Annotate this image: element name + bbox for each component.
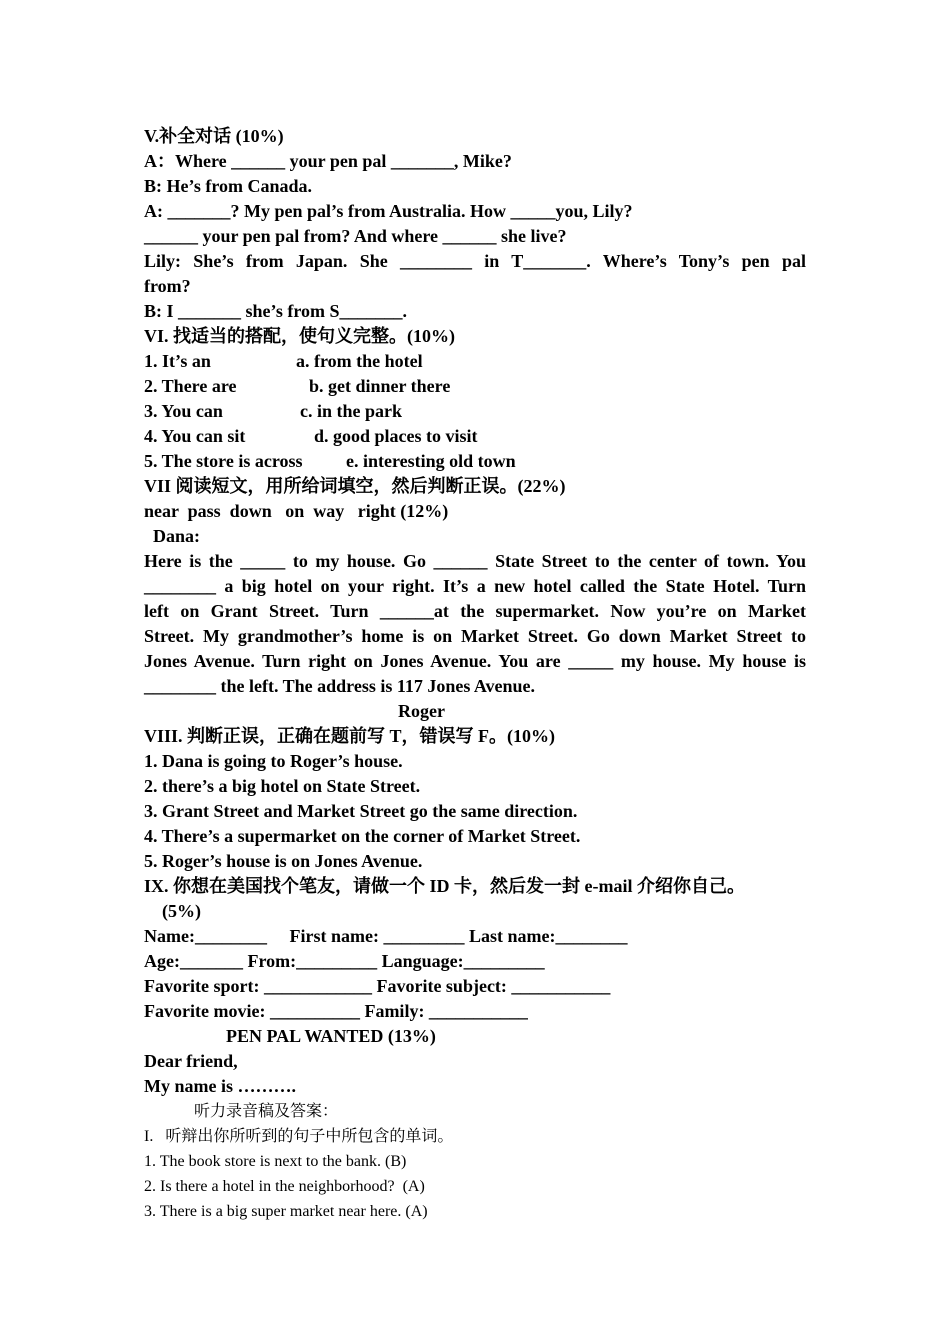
id-card-field: Age:_______ From:_________ Language:_________ — [144, 951, 545, 971]
letter-signature: Roger — [398, 701, 445, 721]
match-right: d. good places to visit — [314, 426, 478, 446]
true-false-item: 5. Roger’s house is on Jones Avenue. — [144, 851, 423, 871]
section-5-heading: V.补全对话 (10%) — [144, 126, 284, 146]
listening-title: 听力录音稿及答案： — [194, 1103, 339, 1120]
section-6-heading: VI. 找适当的搭配，使句义完整。(10%) — [144, 326, 455, 346]
passage-line: ________ a big hotel on your right. It’s a new hotel called the State Hotel. Turn — [144, 576, 806, 596]
passage-line: ________ the left. The address is 117 Jones Avenue. — [144, 676, 536, 696]
dialogue-line: Lily: She’s from Japan. She ________ in T_______. Where’s Tony’s pen pal — [144, 251, 806, 271]
dialogue-line: A：Where ______ your pen pal _______, Mike? — [144, 151, 512, 171]
match-row — [144, 399, 806, 424]
match-left: 3. You can — [144, 401, 223, 421]
match-right: c. in the park — [300, 401, 403, 421]
match-left: 5. The store is across — [144, 451, 303, 471]
section-9-heading-cont: (5%) — [144, 901, 201, 921]
match-left: 4. You can sit — [144, 426, 246, 446]
worksheet-page — [144, 124, 806, 1224]
id-card-field: Name:________ First name: _________ Last name:________ — [144, 926, 628, 946]
match-row — [144, 449, 806, 474]
listening-part-heading: I. 听辩出你所听到的句子中所包含的单词。 — [144, 1128, 454, 1145]
match-row — [144, 374, 806, 399]
match-left: 2. There are — [144, 376, 237, 396]
true-false-item: 2. there’s a big hotel on State Street. — [144, 776, 421, 796]
passage-line: left on Grant Street. Turn ______at the supermarket. Now you’re on Market — [144, 601, 806, 621]
word-bank: near pass down on way right (12%) — [144, 501, 449, 521]
listening-item: 1. The book store is next to the bank. (B) — [144, 1153, 407, 1170]
section-7-heading: VII 阅读短文，用所给词填空，然后判断正误。(22%) — [144, 476, 566, 496]
match-left: 1. It’s an — [144, 351, 211, 371]
true-false-item: 1. Dana is going to Roger’s house. — [144, 751, 403, 771]
true-false-item: 4. There’s a supermarket on the corner of Market Street. — [144, 826, 581, 846]
dialogue-line: ______ your pen pal from? And where ______ she live? — [144, 226, 567, 246]
match-right: e. interesting old town — [346, 451, 516, 471]
section-8-heading: VIII. 判断正误，正确在题前写 T，错误写 F。(10%) — [144, 726, 556, 746]
passage-line: Street. My grandmother’s home is on Market Street. Go down Market Street to — [144, 626, 806, 646]
id-card-field: Favorite sport: ____________ Favorite subject: ___________ — [144, 976, 611, 996]
match-row — [144, 349, 806, 374]
match-row — [144, 424, 806, 449]
dialogue-line: B: I _______ she’s from S_______. — [144, 301, 408, 321]
listening-item: 2. Is there a hotel in the neighborhood? (A) — [144, 1178, 425, 1195]
passage-line: Here is the _____ to my house. Go ______ State Street to the center of town. You — [144, 551, 806, 571]
id-card-field: Favorite movie: __________ Family: ___________ — [144, 1001, 528, 1021]
true-false-item: 3. Grant Street and Market Street go the same direction. — [144, 801, 578, 821]
dialogue-line: from? — [144, 276, 191, 296]
letter-title: PEN PAL WANTED (13%) — [226, 1026, 436, 1046]
letter-line: Dear friend, — [144, 1051, 238, 1071]
listening-item: 3. There is a big super market near here. (A) — [144, 1203, 428, 1220]
letter-greeting: Dana: — [144, 526, 201, 546]
passage-line: Jones Avenue. Turn right on Jones Avenue. You are _____ my house. My house is — [144, 651, 806, 671]
dialogue-line: B: He’s from Canada. — [144, 176, 312, 196]
match-right: b. get dinner there — [309, 376, 451, 396]
section-9-heading: IX. 你想在美国找个笔友，请做一个 ID 卡，然后发一封 e-mail 介绍你自己。 — [144, 876, 745, 896]
letter-line: My name is ………. — [144, 1076, 296, 1096]
match-right: a. from the hotel — [296, 351, 423, 371]
dialogue-line: A: _______? My pen pal’s from Australia. How _____you, Lily? — [144, 201, 633, 221]
